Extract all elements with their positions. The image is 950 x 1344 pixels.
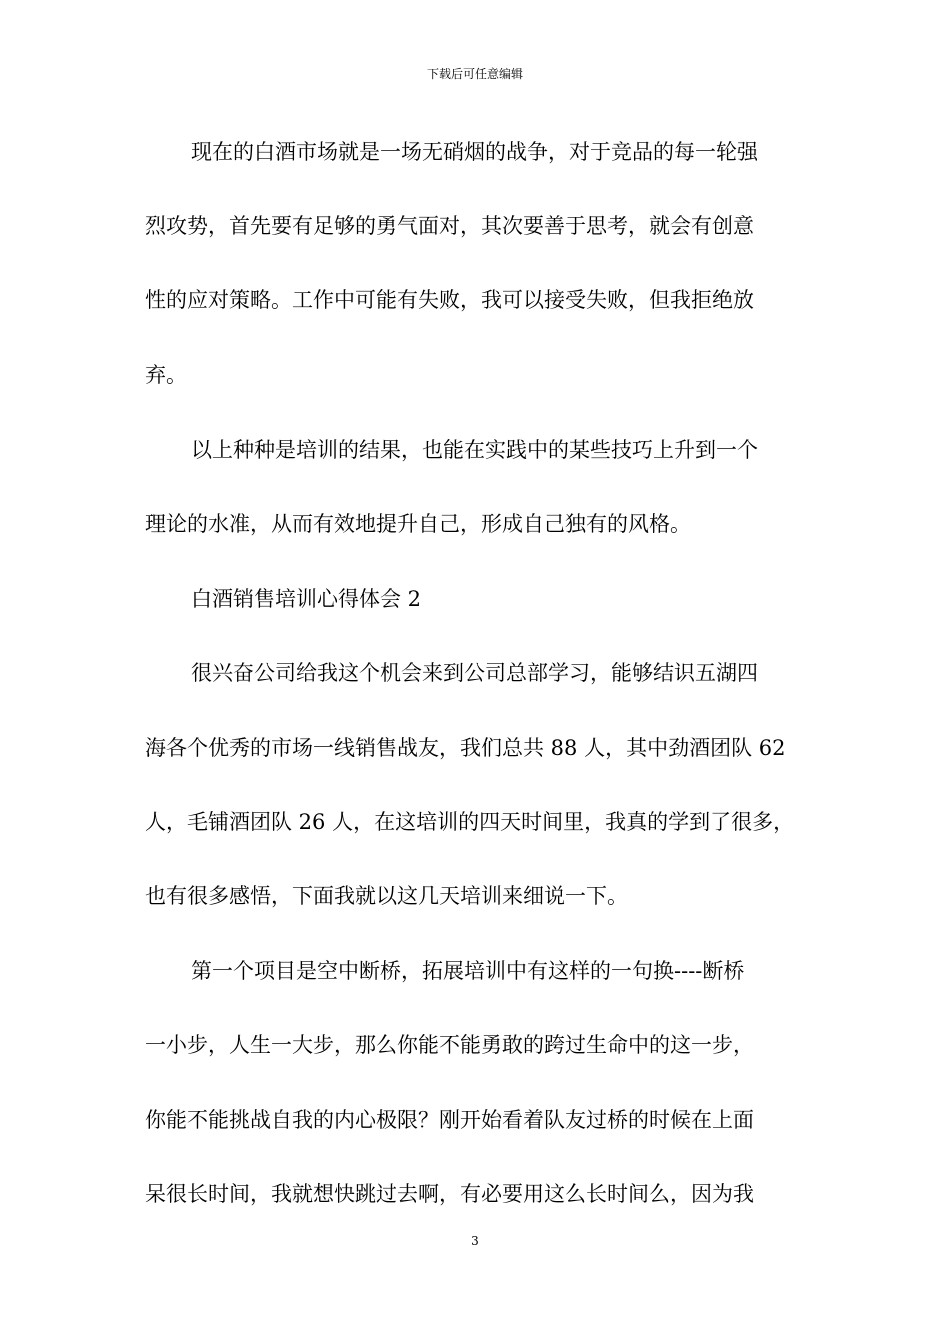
section-heading: 白酒销售培训心得体会 2 [191,587,422,611]
text-line: 性的应对策略。工作中可能有失败，我可以接受失败，但我拒绝放 [145,288,754,312]
text-line: 一小步，人生一大步，那么你能不能勇敢的跨过生命中的这一步， [145,1033,754,1057]
text-line: 理论的水准，从而有效地提升自己，形成自己独有的风格。 [145,512,691,536]
page-header: 下载后可任意编辑 [426,67,523,81]
text-line: 人，毛铺酒团队 26 人，在这培训的四天时间里，我真的学到了很多， [145,810,795,834]
text-line: 现在的白酒市场就是一场无硝烟的战争，对于竞品的每一轮强 [191,140,758,164]
text-line: 烈攻势，首先要有足够的勇气面对，其次要善于思考，就会有创意 [145,214,754,238]
text-line: 海各个优秀的市场一线销售战友，我们总共 88 人，其中劲酒团队 62 [145,736,786,760]
text-line: 也有很多感悟，下面我就以这几天培训来细说一下。 [145,884,628,908]
text-line: 弃。 [145,363,187,387]
text-line: 第一个项目是空中断桥，拓展培训中有这样的一句换----断桥 [191,959,745,983]
text-line: 很兴奋公司给我这个机会来到公司总部学习，能够结识五湖四 [191,661,758,685]
page-number: 3 [471,1234,479,1248]
text-line: 你能不能挑战自我的内心极限？刚开始看着队友过桥的时候在上面 [145,1108,754,1132]
text-line: 以上种种是培训的结果，也能在实践中的某些技巧上升到一个 [191,438,758,462]
text-line: 呆很长时间，我就想快跳过去啊，有必要用这么长时间么，因为我 [145,1182,754,1206]
